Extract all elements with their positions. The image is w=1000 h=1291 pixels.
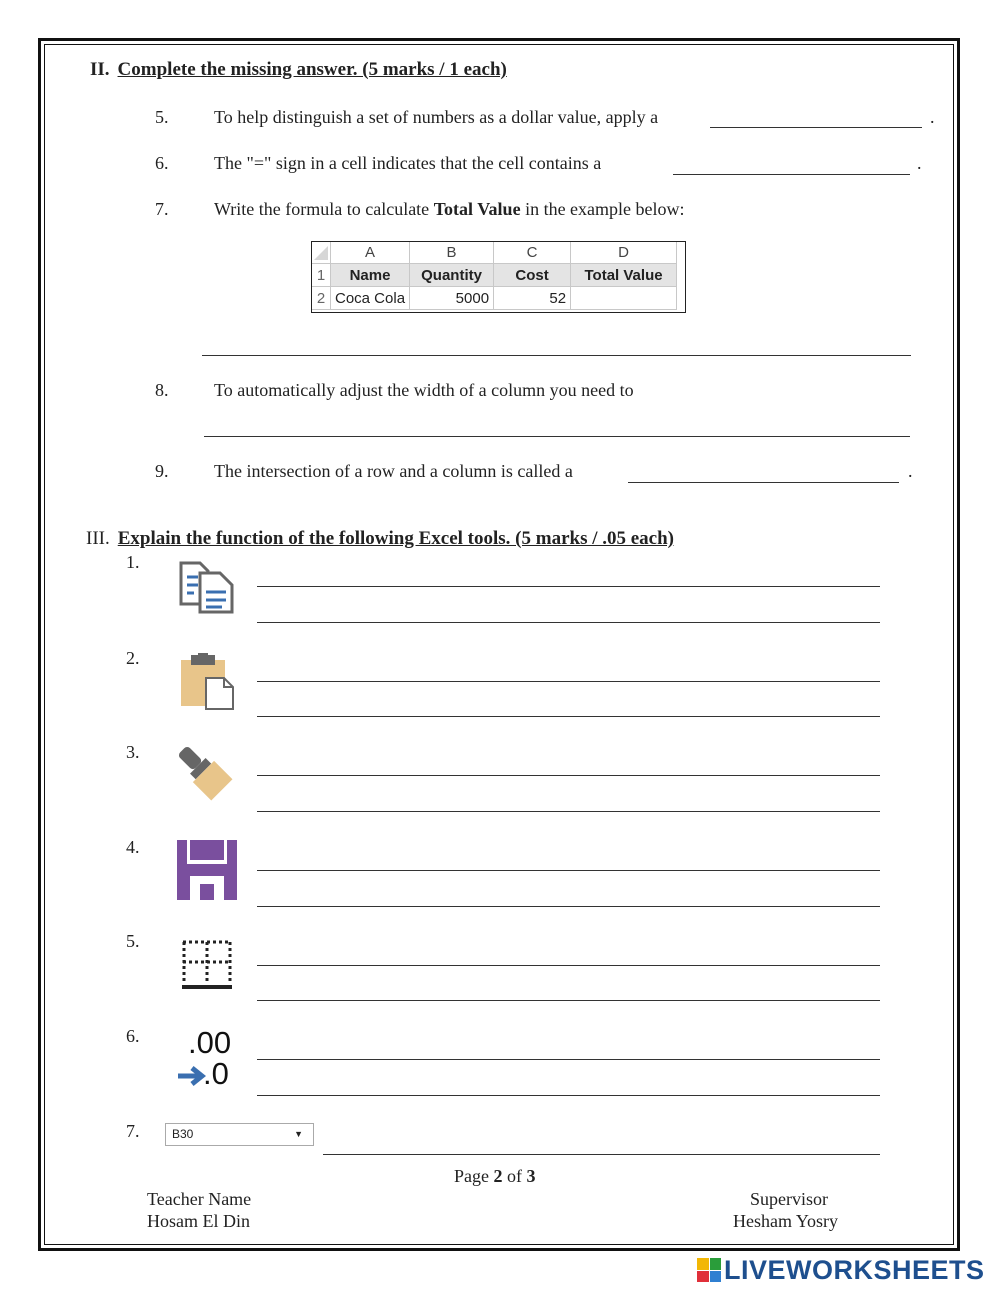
tool-7-number: 7. bbox=[126, 1121, 140, 1141]
col-header-b: B bbox=[410, 242, 494, 264]
teacher-name: Hosam El Din bbox=[147, 1211, 250, 1231]
tool-6-blank-a[interactable] bbox=[257, 1059, 880, 1060]
tool-5-number: 5. bbox=[126, 931, 140, 951]
question-6-number: 6. bbox=[155, 153, 169, 173]
tool-6-blank-b[interactable] bbox=[257, 1095, 880, 1096]
tool-7-blank[interactable] bbox=[323, 1154, 880, 1155]
question-7-text: Write the formula to calculate Total Value in the example below: bbox=[214, 199, 685, 219]
supervisor-name: Hesham Yosry bbox=[733, 1211, 839, 1231]
tool-1-number: 1. bbox=[126, 552, 140, 572]
supervisor-label: Supervisor bbox=[750, 1189, 828, 1209]
cell-d1: Total Value bbox=[571, 264, 677, 287]
question-6-text: The "=" sign in a cell indicates that the cell contains a bbox=[214, 153, 602, 173]
cell-a2: Coca Cola bbox=[331, 287, 410, 310]
answer-5-blank[interactable] bbox=[710, 127, 922, 128]
tool-6-number: 6. bbox=[126, 1026, 140, 1046]
section-3-heading bbox=[86, 528, 674, 550]
corner-cell bbox=[312, 242, 331, 264]
tool-2-blank-a[interactable] bbox=[257, 681, 880, 682]
tool-4-blank-b[interactable] bbox=[257, 906, 880, 907]
question-8-text: To automatically adjust the width of a column you need to bbox=[214, 380, 634, 400]
section-3-title: Explain the function of the following Excel tools. (5 marks / .05 each) bbox=[117, 528, 675, 549]
tool-1-blank-a[interactable] bbox=[257, 586, 880, 587]
cell-a1: Name bbox=[331, 264, 410, 287]
save-icon bbox=[177, 840, 237, 900]
tool-3-blank-b[interactable] bbox=[257, 811, 880, 812]
copy-icon bbox=[178, 560, 236, 614]
tool-4-blank-a[interactable] bbox=[257, 870, 880, 871]
brand-text: LIVEWORKSHEETS bbox=[724, 1254, 985, 1285]
decrease-decimal-icon bbox=[176, 1026, 240, 1092]
tool-3-blank-a[interactable] bbox=[257, 775, 880, 776]
answer-6-blank[interactable] bbox=[673, 174, 910, 175]
question-7-number: 7. bbox=[155, 199, 169, 219]
section-2-heading bbox=[90, 59, 507, 81]
tool-4-number: 4. bbox=[126, 837, 140, 857]
question-6-end: . bbox=[917, 153, 922, 173]
question-9-number: 9. bbox=[155, 461, 169, 481]
question-5-text: To help distinguish a set of numbers as a dollar value, apply a bbox=[214, 107, 659, 127]
decimal-bottom-label: .0 bbox=[203, 1056, 229, 1091]
row-header-2: 2 bbox=[312, 287, 331, 310]
answer-8-blank[interactable] bbox=[204, 436, 910, 437]
answer-9-blank[interactable] bbox=[628, 482, 899, 483]
section-2-title: Complete the missing answer. (5 marks / 1 each) bbox=[117, 59, 507, 80]
answer-7-blank[interactable] bbox=[202, 355, 911, 356]
decimal-top-label: .00 bbox=[188, 1025, 232, 1060]
col-header-a: A bbox=[331, 242, 410, 264]
cell-c1: Cost bbox=[494, 264, 571, 287]
row-header-1: 1 bbox=[312, 264, 331, 287]
name-box bbox=[165, 1123, 314, 1146]
tool-5-blank-b[interactable] bbox=[257, 1000, 880, 1001]
question-5-number: 5. bbox=[155, 107, 169, 127]
question-5-end: . bbox=[930, 107, 935, 127]
liveworksheets-logo[interactable] bbox=[697, 1255, 985, 1285]
cell-d2 bbox=[571, 287, 677, 310]
teacher-label: Teacher Name bbox=[147, 1189, 252, 1209]
borders-icon bbox=[181, 939, 233, 991]
col-header-d: D bbox=[571, 242, 677, 264]
question-9-text: The intersection of a row and a column is called a bbox=[214, 461, 573, 481]
cell-c2: 52 bbox=[494, 287, 571, 310]
paste-icon bbox=[178, 652, 236, 710]
col-header-c: C bbox=[494, 242, 571, 264]
spreadsheet-example bbox=[311, 241, 677, 310]
question-9-end: . bbox=[908, 461, 913, 481]
name-box-value: B30 bbox=[172, 1127, 194, 1141]
section-2-number: II. bbox=[90, 59, 110, 80]
format-painter-icon bbox=[176, 746, 238, 804]
cell-b2: 5000 bbox=[410, 287, 494, 310]
page-number: Page 2 of 3 bbox=[454, 1166, 536, 1186]
section-3-number: III. bbox=[86, 528, 110, 549]
tool-3-number: 3. bbox=[126, 742, 140, 762]
tool-2-number: 2. bbox=[126, 648, 140, 668]
question-8-number: 8. bbox=[155, 380, 169, 400]
tool-5-blank-a[interactable] bbox=[257, 965, 880, 966]
cell-b1: Quantity bbox=[410, 264, 494, 287]
tool-2-blank-b[interactable] bbox=[257, 716, 880, 717]
dropdown-arrow-icon: ▼ bbox=[294, 1129, 303, 1139]
tool-1-blank-b[interactable] bbox=[257, 622, 880, 623]
brand-logo-icon bbox=[697, 1258, 721, 1282]
